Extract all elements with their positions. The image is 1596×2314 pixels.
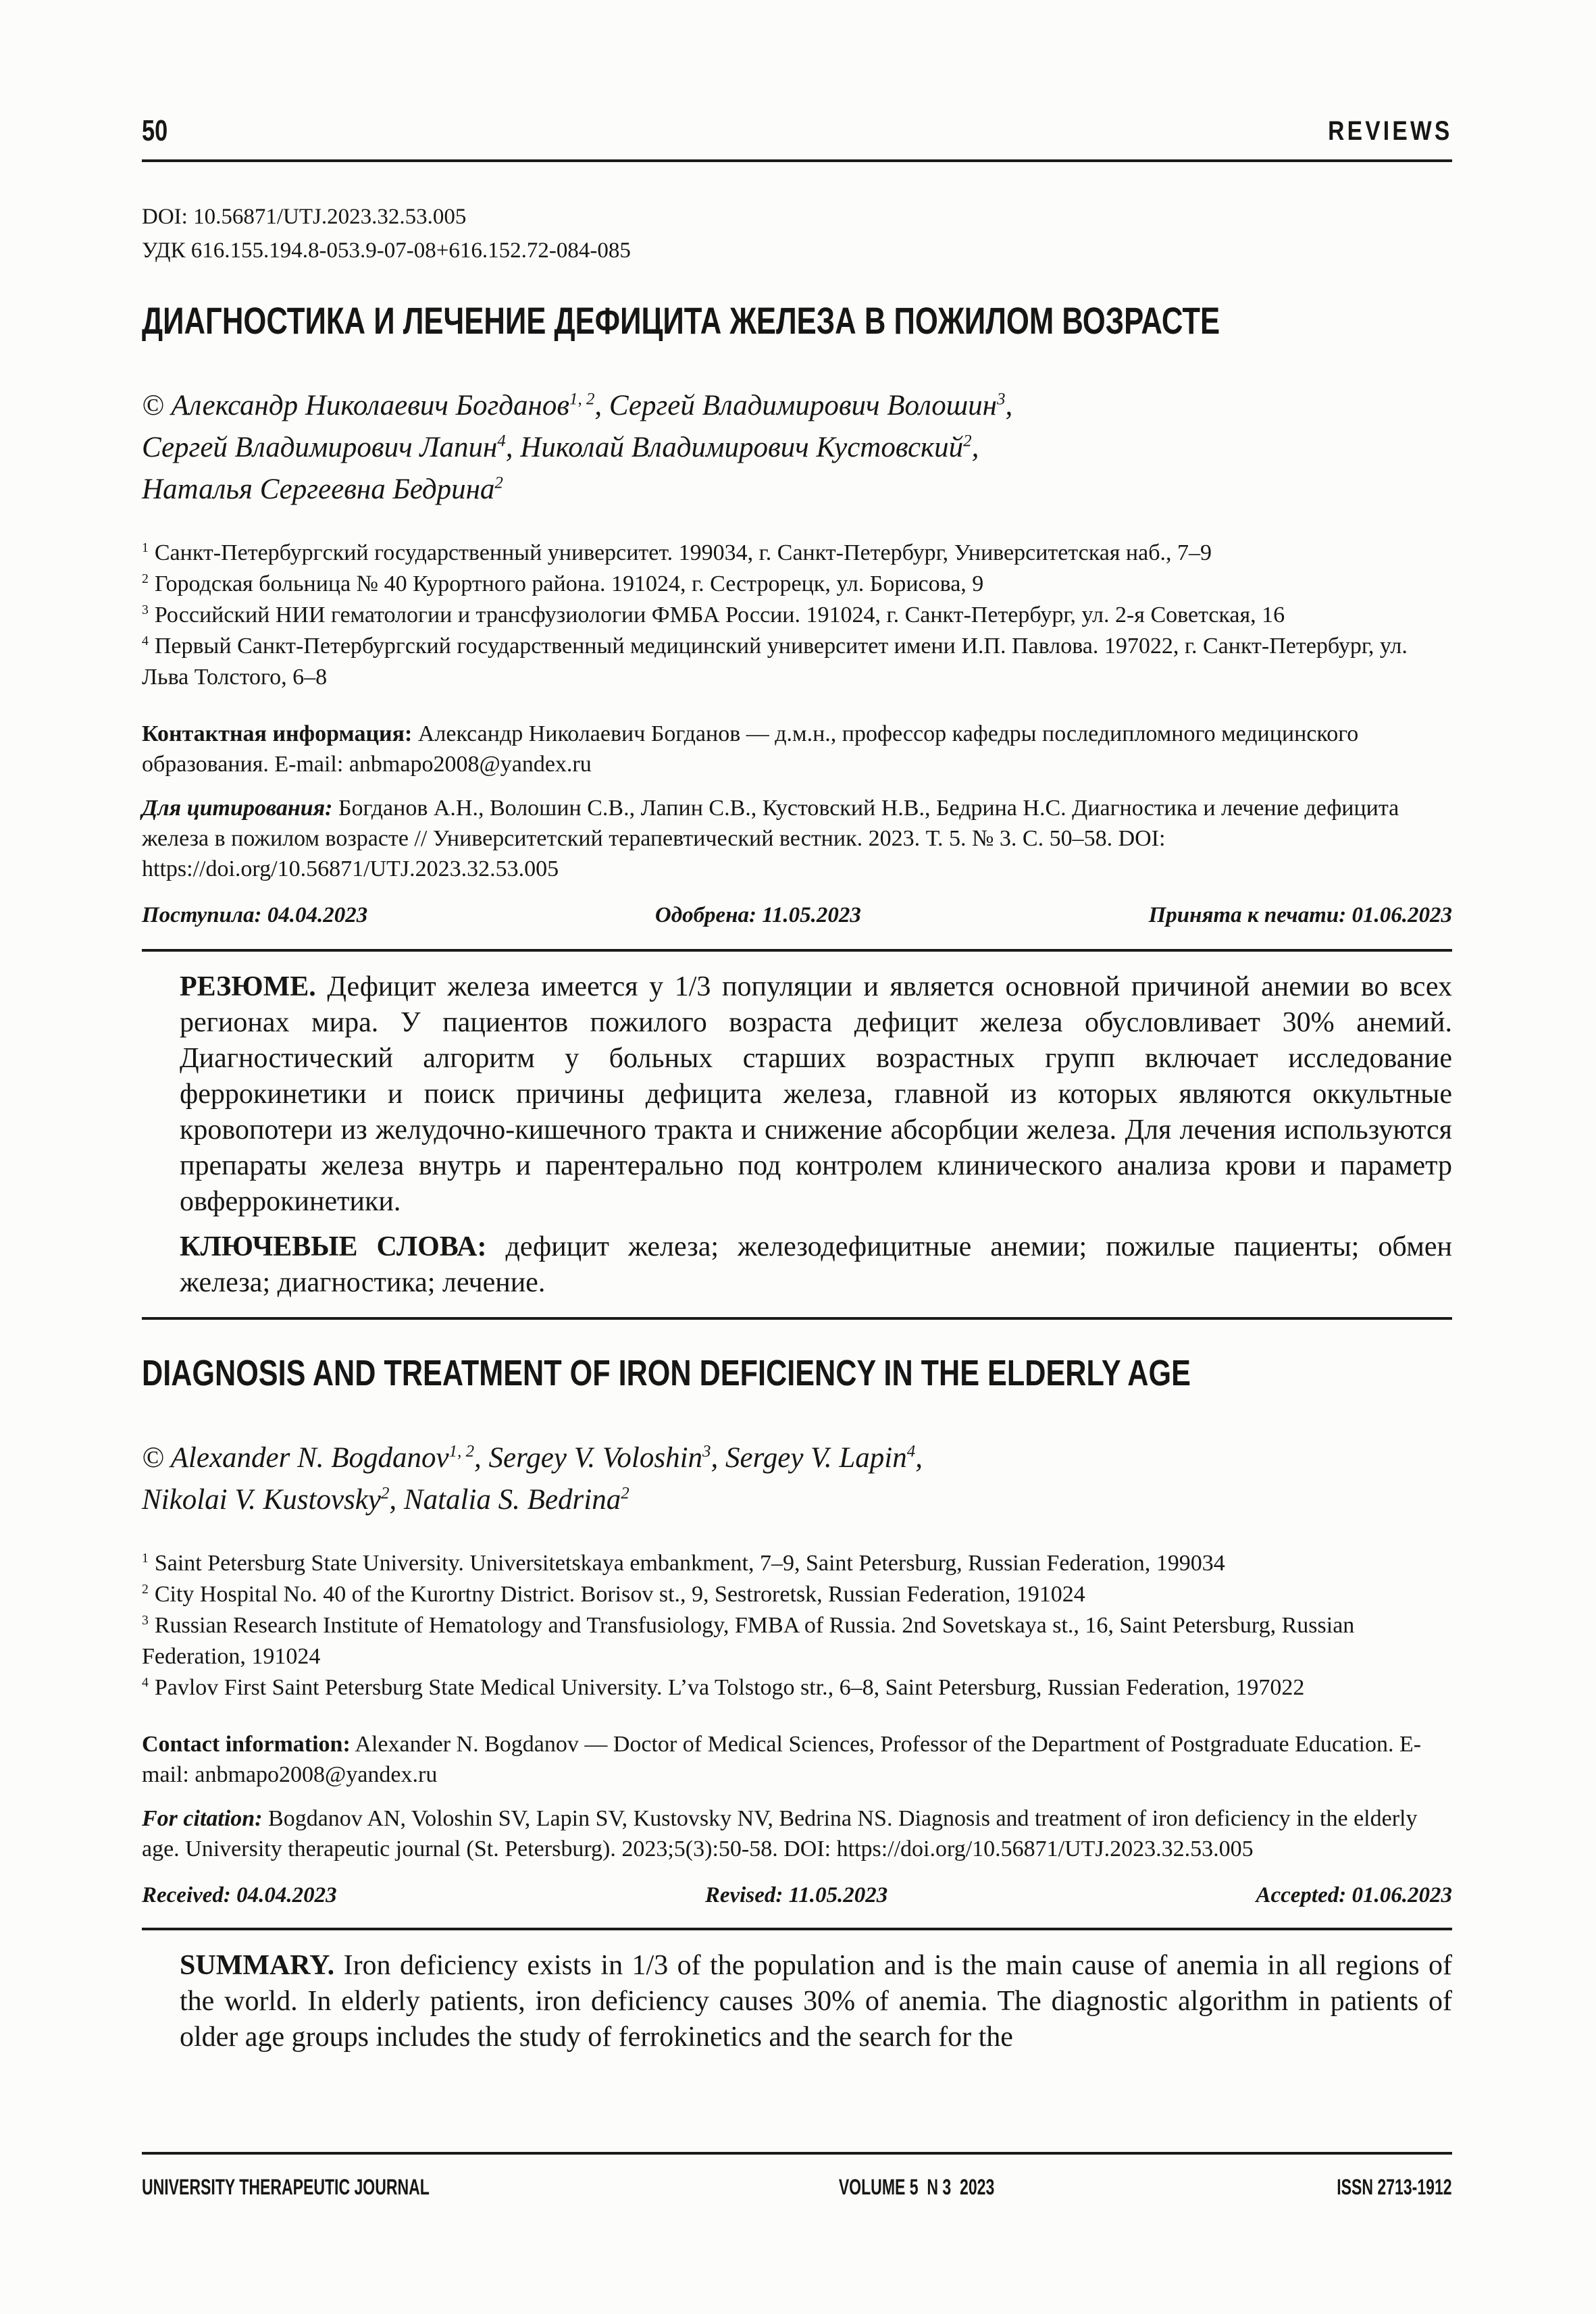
contact-label-en: Contact information: — [142, 1732, 351, 1757]
affiliation-ru-3: $^3$ Российский НИИ гематологии и трансфузиологии ФМБА России. 191024, г. Санкт-Петербург, ул. 2-я Советская, 16 — [142, 602, 1285, 627]
contact-text-en: Alexander N. Bogdanov — Doctor of Medical Sciences, Professor of the Department of Postgraduate Education. E-mail: anbmapo2008@yandex.ru — [142, 1732, 1422, 1787]
footer-volume: VOLUME 5 N 3 2023 — [839, 2175, 995, 2199]
citation-label-en: For citation: — [142, 1806, 263, 1831]
date-received-ru: Поступила: 04.04.2023 — [142, 903, 368, 927]
divider-english-section — [142, 1317, 1452, 1320]
footer-journal-name: UNIVERSITY THERAPEUTIC JOURNAL — [142, 2175, 430, 2199]
citation-ru — [142, 793, 1452, 884]
keywords-label-ru: КЛЮЧЕВЫЕ СЛОВА: — [180, 1231, 487, 1262]
dates-ru — [142, 902, 1452, 929]
author-line: © Alexander N. Bogdanov$^{1, 2}$, Sergey V. Voloshin$^3$, Sergey V. Lapin$^4$, — [142, 1442, 923, 1474]
abstract-ru — [142, 969, 1452, 1220]
keywords-ru — [142, 1229, 1452, 1301]
divider-summary-en — [142, 1928, 1452, 1930]
citation-label-ru: Для цитирования: — [142, 796, 333, 821]
authors-en — [142, 1437, 1452, 1521]
keywords-text-ru: дефицит железа; железодефицитные анемии; пожилые пациенты; обмен железа; диагностика; лечение. — [180, 1231, 1452, 1298]
footer-issn: ISSN 2713-1912 — [1337, 2175, 1452, 2199]
contact-text-ru: Александр Николаевич Богданов — д.м.н., профессор кафедры последипломного медицинского образования. E-mail: anbmapo2008@yandex.ru — [142, 721, 1359, 777]
abstract-label-ru: РЕЗЮМЕ. — [180, 971, 316, 1002]
abstract-text-ru: Дефицит железа имеется у 1/3 популяции и является основной причиной анемии во всех регионах мира. У пациентов пожилого возраста дефицит железа обусловливает 30% анемий. Диагностический алгоритм у больных старших возрастных групп включает исследование феррокинетики и поиск причины дефицита железа, главной из которых являются оккультные кровопотери из желудочно-кишечного тракта и снижение абсорбции железа. Для лечения используются препараты железа внутрь и парентерально под контролем клинического анализа крови и параметр овферрокинетики. — [180, 971, 1452, 1217]
page-number: 50 — [142, 114, 168, 147]
affiliation-en-4: $^4$ Pavlov First Saint Petersburg State Medical University. L’va Tolstogo str., 6–8, Saint Petersburg, Russian Federation, 197022 — [142, 1674, 1305, 1700]
header-rule — [142, 159, 1452, 162]
article-title-en: DIAGNOSIS AND TREATMENT OF IRON DEFICIENCY IN THE ELDERLY AGE — [142, 1353, 1191, 1393]
doi-line: DOI: 10.56871/UTJ.2023.32.53.005 — [142, 205, 467, 229]
date-approved-ru: Одобрена: 11.05.2023 — [654, 903, 861, 927]
date-accepted-en: Accepted: 01.06.2023 — [1256, 1883, 1452, 1907]
footer-rule — [142, 2152, 1452, 2155]
running-head — [142, 113, 1452, 146]
affiliation-en-3: $^3$ Russian Research Institute of Hematology and Transfusiology, FMBA of Russia. 2nd Sovetskaya st., 16, Saint Petersburg, Russian Federation, 191024 — [142, 1612, 1355, 1669]
affiliation-en-1: $^1$ Saint Petersburg State University. Universitetskaya embankment, 7–9, Saint Petersburg, Russian Federation, 199034 — [142, 1550, 1225, 1576]
article-identifiers — [142, 200, 1452, 267]
author-line: Наталья Сергеевна Бедрина$^2$ — [142, 473, 503, 505]
summary-text-en: Iron deficiency exists in 1/3 of the population and is the main cause of anemia in all regions of the world. In elderly patients, iron deficiency causes 30% of anemia. The diagnostic algorithm in patients of older age groups includes the study of ferrokinetics and the search for the — [180, 1950, 1452, 2053]
udk-line: УДК 616.155.194.8-053.9-07-08+616.152.72-084-085 — [142, 238, 631, 263]
article-title-ru: ДИАГНОСТИКА И ЛЕЧЕНИЕ ДЕФИЦИТА ЖЕЛЕЗА В ПОЖИЛОМ ВОЗРАСТЕ — [142, 299, 1220, 342]
author-line: Nikolai V. Kustovsky$^2$, Natalia S. Bedrina$^2$ — [142, 1484, 629, 1516]
author-line: © Александр Николаевич Богданов$^{1, 2}$, Сергей Владимирович Волошин$^3$, — [142, 390, 1013, 421]
page-footer — [142, 2152, 1452, 2199]
section-label: REVIEWS — [1327, 116, 1452, 146]
summary-label-en: SUMMARY. — [180, 1950, 335, 1981]
affiliation-ru-4: $^4$ Первый Санкт-Петербургский государственный медицинский университет имени И.П. Павлова. 197022, г. Санкт-Петербург, ул. Льва Толстого, 6–8 — [142, 633, 1408, 690]
affiliation-en-2: $^2$ City Hospital No. 40 of the Kurortny District. Borisov st., 9, Sestroretsk, Russian Federation, 191024 — [142, 1581, 1085, 1607]
divider-abstract-ru — [142, 949, 1452, 952]
contact-label-ru: Контактная информация: — [142, 721, 413, 746]
affiliations-en — [142, 1548, 1452, 1703]
affiliations-ru — [142, 538, 1452, 693]
dates-en — [142, 1882, 1452, 1909]
affiliation-ru-1: $^1$ Санкт-Петербургский государственный университет. 199034, г. Санкт-Петербург, Университетская наб., 7–9 — [142, 540, 1212, 565]
date-received-en: Received: 04.04.2023 — [142, 1883, 337, 1907]
contact-info-ru — [142, 719, 1452, 779]
affiliation-ru-2: $^2$ Городская больница № 40 Курортного района. 191024, г. Сестрорецк, ул. Борисова, 9 — [142, 571, 984, 596]
date-accepted-ru: Принята к печати: 01.06.2023 — [1148, 903, 1452, 927]
citation-en — [142, 1803, 1452, 1864]
author-line: Сергей Владимирович Лапин$^4$, Николай Владимирович Кустовский$^2$, — [142, 432, 979, 463]
summary-en — [142, 1948, 1452, 2055]
citation-text-ru: Богданов А.Н., Волошин С.В., Лапин С.В., Кустовский Н.В., Бедрина Н.С. Диагностика и лечение дефицита железа в пожилом возрасте // Университетский терапевтический вестник. 2023. Т. 5. № 3. С. 50–58. DOI: https://doi.org/10.56871/UTJ.2023.32.53.005 — [142, 796, 1399, 881]
citation-text-en: Bogdanov AN, Voloshin SV, Lapin SV, Kustovsky NV, Bedrina NS. Diagnosis and treatment of iron deficiency in the elderly age. University therapeutic journal (St. Petersburg). 2023;5(3):50-58. DOI: https://doi.org/10.56871/UTJ.2023.32.53.005 — [142, 1806, 1418, 1861]
date-revised-en: Revised: 11.05.2023 — [704, 1883, 888, 1907]
contact-info-en — [142, 1729, 1452, 1790]
authors-ru — [142, 385, 1452, 511]
